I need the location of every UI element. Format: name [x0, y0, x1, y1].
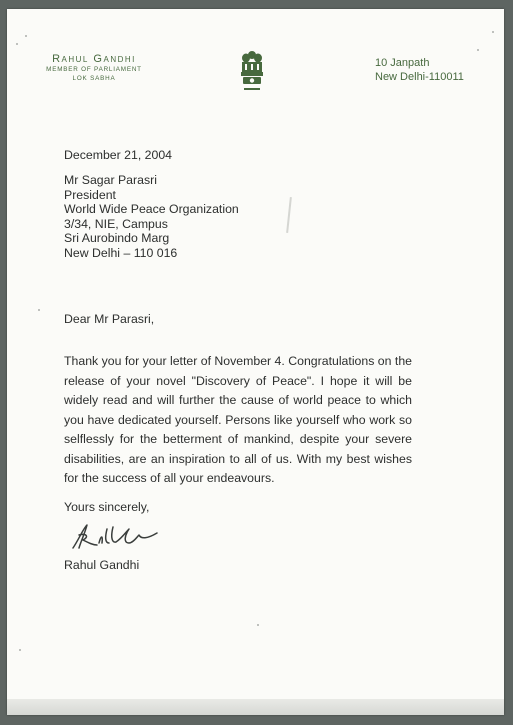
- letter-page: [7, 9, 504, 715]
- recipient-line: Sri Aurobindo Marg: [64, 231, 170, 245]
- paper-mark: [286, 197, 292, 233]
- recipient-line: Mr Sagar Parasri: [64, 173, 157, 187]
- letter-date: December 21, 2004: [64, 148, 173, 162]
- recipient-line: President: [64, 187, 116, 202]
- sender-title: MEMBER OF PARLIAMENT: [46, 66, 142, 73]
- signer-name: Rahul Gandhi: [64, 558, 140, 572]
- recipient-line: 3/34, NIE, Campus: [64, 216, 168, 231]
- page-bottom-edge: [7, 699, 504, 715]
- signature: [69, 521, 161, 551]
- address-line-2: New Delhi-110011: [375, 71, 464, 83]
- letter-body: Thank you for your letter of November 4. Congratulations on the release of your novel "Discovery of Peace". I hope it will be widely read and will further the cause of world peace to which you have dedicated yourself. Persons like yourself who work so selflessly for the betterment of mankind, despite your severe disabilities, are an inspiration to all of us. With my best wishes for the success of all your endeavours.: [64, 354, 412, 485]
- salutation: Dear Mr Parasri,: [64, 312, 155, 326]
- closing: Yours sincerely,: [64, 500, 150, 514]
- sender-house: LOK SABHA: [72, 74, 116, 82]
- letterhead-address: [375, 56, 464, 84]
- recipient-line: World Wide Peace Organization: [64, 202, 239, 216]
- state-emblem-icon: [238, 49, 266, 95]
- recipient-line: New Delhi – 110 016: [64, 245, 178, 260]
- sender-name: Rahul Gandhi: [52, 53, 136, 65]
- recipient-address: [64, 173, 239, 260]
- letterhead-sender: [29, 53, 159, 82]
- address-line-1: 10 Janpath: [375, 57, 430, 69]
